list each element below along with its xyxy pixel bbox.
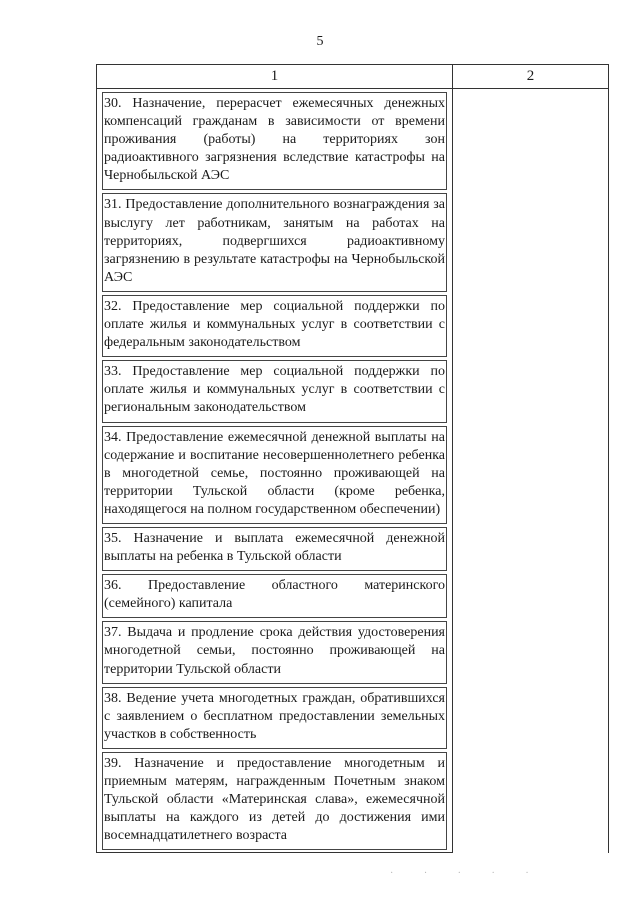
service-cell — [97, 292, 453, 357]
service-text: 30. Назначение, перерасчет ежемесячных денежных компенсаций гражданам в зависимости от времени проживания (работы) на территориях зон радиоактивного загрязнения вследствие катастрофы на Чернобыльской АЭС — [102, 92, 447, 190]
column-header-2: 2 — [453, 65, 609, 89]
service-cell — [97, 89, 453, 191]
service-cell — [97, 571, 453, 618]
table-row — [97, 89, 609, 191]
service-text: 31. Предоставление дополнительного вознаграждения за выслугу лет работникам, занятым на работах на территориях, подвергшихся радиоактивному загрязнению в результате катастрофы на Чернобыльской АЭС — [102, 193, 447, 291]
service-cell — [97, 524, 453, 571]
service-cell — [97, 684, 453, 749]
service-text: 34. Предоставление ежемесячной денежной выплаты на содержание и воспитание несовершеннолетнего ребенка в многодетной семье, постоянно проживающей на территории Тульской области (кроме ребенка, находящегося на полном государственном обеспечении) — [102, 426, 447, 524]
service-text: 33. Предоставление мер социальной поддержки по оплате жилья и коммунальных услуг в соответствии с региональным законодательством — [102, 360, 447, 422]
header-row — [97, 65, 609, 89]
service-cell — [97, 749, 453, 853]
service-cell — [97, 423, 453, 524]
service-cell — [97, 190, 453, 291]
service-text: 37. Выдача и продление срока действия удостоверения многодетной семьи, постоянно проживающей на территории Тульской области — [102, 621, 447, 683]
page-number: 5 — [316, 34, 324, 49]
service-text: 32. Предоставление мер социальной поддержки по оплате жилья и коммунальных услуг в соответствии с федеральным законодательством — [102, 295, 447, 357]
column-2-cell — [453, 89, 609, 853]
services-table — [96, 64, 609, 853]
service-text: 36. Предоставление областного материнского (семейного) капитала — [102, 574, 447, 618]
service-text: 38. Ведение учета многодетных граждан, обратившихся с заявлением о бесплатном предоставлении земельных участков в собственность — [102, 687, 447, 749]
service-cell — [97, 357, 453, 422]
column-header-1: 1 — [97, 65, 453, 89]
service-text: 39. Назначение и предоставление многодетным и приемным матерям, награжденным Почетным знаком Тульской области «Материнская слава», ежемесячной выплаты на каждого из детей до достижения ими восемнадцатилетнего возраста — [102, 752, 447, 850]
scan-artifact-dots: · · · · · — [390, 868, 543, 879]
service-cell — [97, 618, 453, 683]
service-text: 35. Назначение и выплата ежемесячной денежной выплаты на ребенка в Тульской области — [102, 527, 447, 571]
